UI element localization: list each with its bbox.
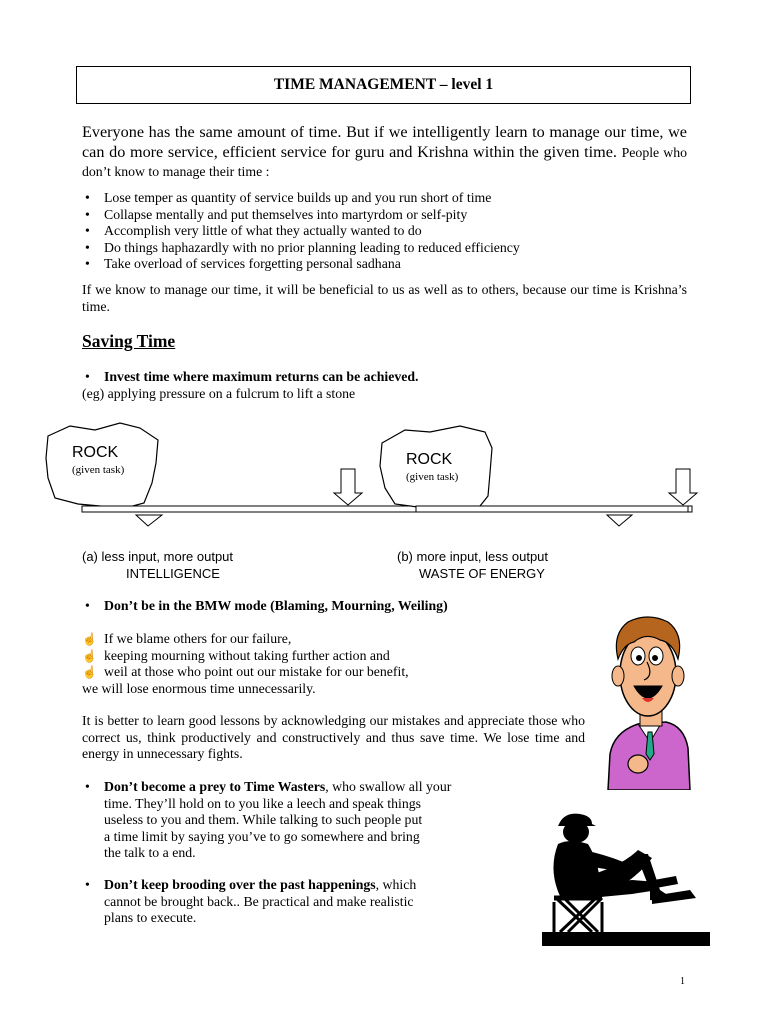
ground-bar <box>542 932 710 946</box>
consequences-list <box>82 190 682 273</box>
invest-text: Invest time where maximum returns can be achieved. <box>104 369 419 384</box>
arrow-down-a-icon <box>334 469 362 505</box>
brooding-line1 <box>82 877 522 894</box>
time-wasters-line1 <box>82 779 522 796</box>
bmw-bullet <box>82 598 448 614</box>
time-wasters-line: a time limit by saying you’ve to go somewhere and bring <box>104 828 420 844</box>
brooding-rest: , which <box>375 877 417 892</box>
time-wasters-line: the talk to a end. <box>104 845 196 860</box>
brooding-bold: Don’t keep brooding over the past happenings <box>104 877 376 892</box>
page-title: TIME MANAGEMENT – level 1 <box>76 66 691 104</box>
intro-paragraph <box>82 123 687 182</box>
brooding-line: cannot be brought back.. Be practical and make realistic <box>104 893 414 909</box>
bmw-item-text: keeping mourning without taking further action and <box>104 647 390 663</box>
time-wasters-bold: Don’t become a prey to Time Wasters <box>104 779 326 794</box>
list-item: • Lose temper as quantity of service builds up and you run short of time <box>82 190 682 207</box>
bullet-dot: • <box>85 598 90 613</box>
list-item <box>82 648 602 665</box>
lever-diagrams <box>40 418 720 533</box>
page-number: 1 <box>680 976 685 987</box>
bullet-dot: • <box>85 779 90 794</box>
rock-a-label: ROCK <box>72 444 119 461</box>
list-item: • Do things haphazardly with no prior planning leading to reduced efficiency <box>82 240 682 257</box>
time-wasters-rest: , who swallow all your <box>325 779 452 794</box>
fulcrum-a-icon <box>136 515 162 526</box>
intro-tail: People who don’t know to manage their time : <box>82 144 688 179</box>
caption-b-line1: (b) more input, less output <box>397 549 549 564</box>
time-wasters-line: time. They’ll hold on to you like a leech and speak things <box>104 795 422 811</box>
lesson-paragraph: It is better to learn good lessons by acknowledging our mistakes and appreciate those who correct us, think productively and constructively and thus save time. We lose time and energy in unnecessary fights. <box>82 713 585 761</box>
time-wasters-line: useless to you and them. While talking to such people put <box>104 812 423 827</box>
bmw-list <box>82 631 602 697</box>
caption-a-line1: (a) less input, more output <box>82 549 234 564</box>
beam-b <box>416 506 688 512</box>
hand-pointer-icon: ☝ <box>82 648 97 663</box>
list-item: • Collapse mentally and put themselves into martyrdom or self-pity <box>82 207 682 224</box>
bmw-text: Don’t be in the BMW mode (Blaming, Mourning, Weiling) <box>104 598 448 613</box>
time-wasters-block <box>82 779 522 862</box>
benefit-paragraph: If we know to manage our time, it will be beneficial to us as well as to others, because our time is Krishna’s time. <box>82 282 687 314</box>
example-line: (eg) applying pressure on a fulcrum to lift a stone <box>82 386 356 401</box>
sitting-man-silhouette <box>540 810 712 946</box>
section-heading: Saving Time <box>82 331 176 351</box>
bmw-item-text: If we blame others for our failure, <box>104 631 292 646</box>
arrow-down-b-icon <box>669 469 697 505</box>
list-item: • Take overload of services forgetting personal sadhana <box>82 256 682 273</box>
brooding-block <box>82 877 522 927</box>
rock-a-sublabel: (given task) <box>72 464 125 476</box>
caption-b-line2: WASTE OF ENERGY <box>419 566 545 581</box>
caption-a-line2: INTELLIGENCE <box>126 566 220 581</box>
fulcrum-b-icon <box>607 515 632 526</box>
intro-main: Everyone has the same amount of time. But if we intelligently learn to manage our time, we can do more service, efficient service for guru and Krishna within the given time. <box>82 123 687 161</box>
hand-pointer-icon: ☝ <box>82 665 97 679</box>
rock-b-label: ROCK <box>406 451 453 468</box>
rock-b-sublabel: (given task) <box>406 471 459 483</box>
bmw-item-text: weil at those who point out our mistake for our benefit, <box>104 664 409 679</box>
smiling-man-illustration <box>598 614 698 790</box>
hand-pointer-icon: ☝ <box>82 632 97 646</box>
list-item <box>82 664 602 681</box>
brooding-line: plans to execute. <box>104 910 197 925</box>
list-item: • Accomplish very little of what they actually wanted to do <box>82 223 682 240</box>
bullet-dot: • <box>85 369 90 384</box>
bullet-dot: • <box>85 877 90 892</box>
invest-bullet <box>82 369 418 385</box>
list-item <box>82 631 602 648</box>
bmw-conclusion: we will lose enormous time unnecessarily. <box>82 680 316 696</box>
